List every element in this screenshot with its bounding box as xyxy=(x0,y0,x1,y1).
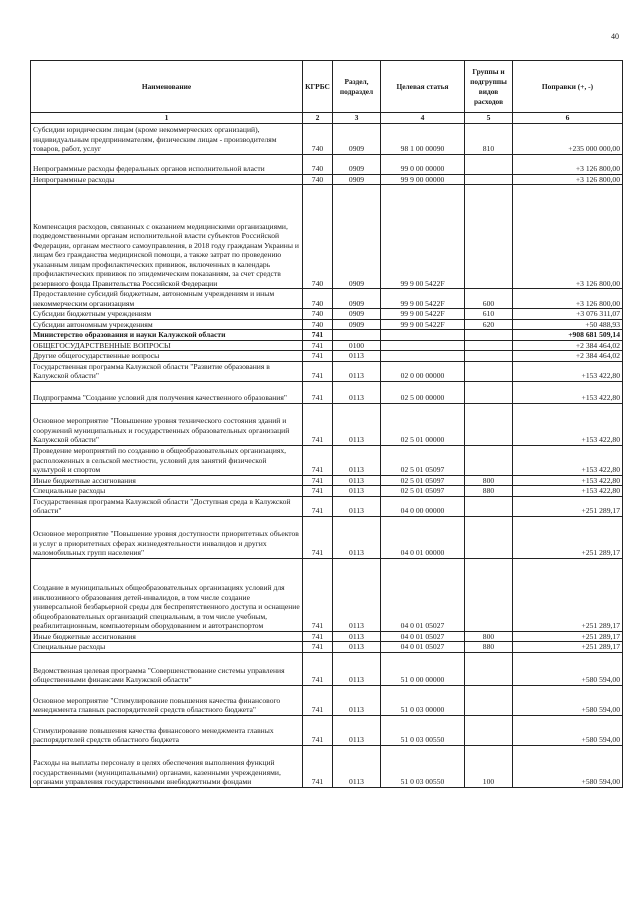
row-kgrbs: 740 xyxy=(303,123,333,154)
row-amount: +3 126 800,00 xyxy=(513,154,623,174)
row-section: 0909 xyxy=(333,185,381,289)
header-row xyxy=(31,61,623,113)
table-row xyxy=(31,475,623,486)
row-group xyxy=(465,403,513,445)
row-amount: +153 422,80 xyxy=(513,381,623,403)
row-group: 800 xyxy=(465,631,513,642)
row-group xyxy=(465,381,513,403)
table-row xyxy=(31,516,623,558)
row-group xyxy=(465,496,513,516)
row-group: 620 xyxy=(465,319,513,330)
row-target: 02 0 00 00000 xyxy=(381,361,465,381)
row-group: 600 xyxy=(465,289,513,309)
row-amount: +3 076 311,07 xyxy=(513,309,623,320)
row-target: 02 5 01 05097 xyxy=(381,475,465,486)
table-row xyxy=(31,289,623,309)
column-number: 6 xyxy=(513,113,623,124)
header-name: Наименование xyxy=(31,61,303,113)
row-name: Специальные расходы xyxy=(31,486,303,497)
row-name: Иные бюджетные ассигнования xyxy=(31,475,303,486)
row-section: 0113 xyxy=(333,496,381,516)
row-amount: +251 289,17 xyxy=(513,496,623,516)
row-kgrbs: 741 xyxy=(303,745,333,787)
row-target: 98 1 00 00090 xyxy=(381,123,465,154)
row-kgrbs: 741 xyxy=(303,631,333,642)
row-name: Другие общегосударственные вопросы xyxy=(31,351,303,362)
row-amount: +50 488,93 xyxy=(513,319,623,330)
row-target: 04 0 01 00000 xyxy=(381,516,465,558)
row-group xyxy=(465,445,513,475)
row-group: 610 xyxy=(465,309,513,320)
row-target xyxy=(381,340,465,351)
row-target: 02 5 01 05097 xyxy=(381,486,465,497)
row-amount: +251 289,17 xyxy=(513,558,623,631)
row-group xyxy=(465,185,513,289)
row-target: 99 9 00 5422F xyxy=(381,289,465,309)
row-amount: +251 289,17 xyxy=(513,642,623,653)
row-group xyxy=(465,558,513,631)
row-target: 99 0 00 00000 xyxy=(381,154,465,174)
row-amount: +153 422,80 xyxy=(513,403,623,445)
row-target: 02 5 00 00000 xyxy=(381,381,465,403)
row-amount: +908 681 509,14 xyxy=(513,330,623,341)
row-kgrbs: 741 xyxy=(303,445,333,475)
column-number: 5 xyxy=(465,113,513,124)
row-name: Государственная программа Калужской области "Доступная среда в Калужской области" xyxy=(31,496,303,516)
row-target xyxy=(381,351,465,362)
row-group xyxy=(465,652,513,685)
header-group: Группы и подгруппы видов расходов xyxy=(465,61,513,113)
row-kgrbs: 741 xyxy=(303,486,333,497)
row-kgrbs: 741 xyxy=(303,403,333,445)
row-kgrbs: 741 xyxy=(303,381,333,403)
row-kgrbs: 741 xyxy=(303,351,333,362)
row-amount: +580 594,00 xyxy=(513,685,623,715)
row-target: 04 0 01 05027 xyxy=(381,631,465,642)
row-kgrbs: 741 xyxy=(303,558,333,631)
row-name: Ведомственная целевая программа "Совершенствование системы управления общественными финансами Калужской области" xyxy=(31,652,303,685)
row-target: 04 0 01 05027 xyxy=(381,642,465,653)
row-section: 0909 xyxy=(333,123,381,154)
table-row xyxy=(31,185,623,289)
row-section: 0113 xyxy=(333,361,381,381)
row-amount: +3 126 800,00 xyxy=(513,185,623,289)
row-group xyxy=(465,340,513,351)
row-amount: +153 422,80 xyxy=(513,475,623,486)
row-group xyxy=(465,715,513,745)
row-amount: +153 422,80 xyxy=(513,486,623,497)
row-kgrbs: 741 xyxy=(303,475,333,486)
table-row xyxy=(31,351,623,362)
row-target xyxy=(381,330,465,341)
row-group: 100 xyxy=(465,745,513,787)
column-number: 2 xyxy=(303,113,333,124)
row-section: 0113 xyxy=(333,642,381,653)
table-row xyxy=(31,361,623,381)
row-group xyxy=(465,154,513,174)
row-target: 99 9 00 00000 xyxy=(381,174,465,185)
row-target: 51 0 00 00000 xyxy=(381,652,465,685)
table-row xyxy=(31,445,623,475)
row-target: 04 0 00 00000 xyxy=(381,496,465,516)
page-number: 40 xyxy=(611,32,619,41)
row-name: Иные бюджетные ассигнования xyxy=(31,631,303,642)
row-group xyxy=(465,516,513,558)
row-section: 0909 xyxy=(333,289,381,309)
row-name: ОБЩЕГОСУДАРСТВЕННЫЕ ВОПРОСЫ xyxy=(31,340,303,351)
row-kgrbs: 740 xyxy=(303,185,333,289)
row-amount: +3 126 800,00 xyxy=(513,174,623,185)
row-section: 0113 xyxy=(333,381,381,403)
table-row xyxy=(31,685,623,715)
row-target: 51 0 03 00550 xyxy=(381,745,465,787)
row-kgrbs: 741 xyxy=(303,496,333,516)
table-row xyxy=(31,154,623,174)
row-section: 0100 xyxy=(333,340,381,351)
row-kgrbs: 741 xyxy=(303,652,333,685)
row-name: Предоставление субсидий бюджетным, автономным учреждениям и иным некоммерческим организациям xyxy=(31,289,303,309)
table-row xyxy=(31,496,623,516)
row-name: Основное мероприятие "Повышение уровня доступности приоритетных объектов и услуг в приоритетных сферах жизнедеятельности инвалидов и других маломобильных групп населения" xyxy=(31,516,303,558)
row-section: 0113 xyxy=(333,445,381,475)
table-row xyxy=(31,486,623,497)
row-kgrbs: 740 xyxy=(303,289,333,309)
table-row xyxy=(31,381,623,403)
row-group: 800 xyxy=(465,475,513,486)
row-section: 0113 xyxy=(333,516,381,558)
table-row xyxy=(31,403,623,445)
row-kgrbs: 741 xyxy=(303,715,333,745)
row-name: Специальные расходы xyxy=(31,642,303,653)
row-name: Стимулирование повышения качества финансового менеджмента главных распорядителей средств областного бюджета xyxy=(31,715,303,745)
column-number-row xyxy=(31,113,623,124)
row-group xyxy=(465,174,513,185)
row-section: 0113 xyxy=(333,403,381,445)
column-number: 4 xyxy=(381,113,465,124)
row-kgrbs: 741 xyxy=(303,642,333,653)
row-section: 0909 xyxy=(333,309,381,320)
row-section: 0113 xyxy=(333,745,381,787)
table-row xyxy=(31,745,623,787)
row-section: 0909 xyxy=(333,174,381,185)
row-amount: +580 594,00 xyxy=(513,715,623,745)
row-amount: +2 384 464,02 xyxy=(513,340,623,351)
row-group xyxy=(465,361,513,381)
row-section xyxy=(333,330,381,341)
header-amendment: Поправки (+, -) xyxy=(513,61,623,113)
budget-table xyxy=(30,60,623,788)
row-target: 04 0 01 05027 xyxy=(381,558,465,631)
row-amount: +3 126 800,00 xyxy=(513,289,623,309)
header-section: Раздел, подраздел xyxy=(333,61,381,113)
row-kgrbs: 741 xyxy=(303,361,333,381)
row-name: Расходы на выплаты персоналу в целях обеспечения выполнения функций государственными (муниципальными) органами, казенными учреждениями, органами управления государственными внебюджетными фондами xyxy=(31,745,303,787)
row-section: 0909 xyxy=(333,319,381,330)
table-row xyxy=(31,319,623,330)
row-target: 51 0 03 00000 xyxy=(381,685,465,715)
row-name: Подпрограмма "Создание условий для получения качественного образования" xyxy=(31,381,303,403)
row-name: Субсидии юридическим лицам (кроме некоммерческих организаций), индивидуальным предпринимателям, физическим лицам - производителям товаров, работ, услуг xyxy=(31,123,303,154)
row-group: 810 xyxy=(465,123,513,154)
table-row xyxy=(31,309,623,320)
row-section: 0113 xyxy=(333,475,381,486)
header-kgrbs: КГРБС xyxy=(303,61,333,113)
row-name: Компенсация расходов, связанных с оказанием медицинскими организациями, подведомственными органам исполнительной власти субъектов Российской Федерации, органам местного самоуправления, в 2018 году гражданам Украины и лицам без гражданства медицинской помощи, а также затрат по проведению указанным лицам профилактических прививок, включенных в календарь профилактических прививок по эпидемическим показаниям, за счет средств резервного фонда Правительства Российской Федерации xyxy=(31,185,303,289)
table-row xyxy=(31,123,623,154)
row-section: 0113 xyxy=(333,351,381,362)
header-target: Целевая статья xyxy=(381,61,465,113)
row-name: Непрограммные расходы xyxy=(31,174,303,185)
row-name: Создание в муниципальных общеобразовательных организациях условий для инклюзивного образования детей-инвалидов, в том числе создание универсальной безбарьерной среды для беспрепятственного доступа и оснащение общеобразовательных организаций специальным, в том числе учебным, реабилитационным, компьютерным оборудованием и автотранспортом xyxy=(31,558,303,631)
row-name: Государственная программа Калужской области "Развитие образования в Калужской области" xyxy=(31,361,303,381)
row-kgrbs: 741 xyxy=(303,330,333,341)
table-row xyxy=(31,174,623,185)
row-section: 0113 xyxy=(333,558,381,631)
row-group xyxy=(465,685,513,715)
row-amount: +251 289,17 xyxy=(513,516,623,558)
table-row xyxy=(31,558,623,631)
row-section: 0113 xyxy=(333,685,381,715)
row-amount: +153 422,80 xyxy=(513,361,623,381)
row-section: 0909 xyxy=(333,154,381,174)
column-number: 3 xyxy=(333,113,381,124)
row-group: 880 xyxy=(465,642,513,653)
row-kgrbs: 740 xyxy=(303,309,333,320)
row-amount: +580 594,00 xyxy=(513,745,623,787)
row-name: Непрограммные расходы федеральных органов исполнительной власти xyxy=(31,154,303,174)
column-number: 1 xyxy=(31,113,303,124)
row-name: Проведение мероприятий по созданию в общеобразовательных организациях, расположенных в сельской местности, условий для занятий физической культурой и спортом xyxy=(31,445,303,475)
table-row xyxy=(31,330,623,341)
row-target: 02 5 01 00000 xyxy=(381,403,465,445)
row-amount: +580 594,00 xyxy=(513,652,623,685)
row-section: 0113 xyxy=(333,631,381,642)
row-kgrbs: 741 xyxy=(303,340,333,351)
row-target: 99 9 00 5422F xyxy=(381,309,465,320)
row-group xyxy=(465,351,513,362)
table-row xyxy=(31,340,623,351)
row-amount: +251 289,17 xyxy=(513,631,623,642)
row-name: Субсидии бюджетным учреждениям xyxy=(31,309,303,320)
row-target: 99 9 00 5422F xyxy=(381,185,465,289)
row-group xyxy=(465,330,513,341)
row-kgrbs: 741 xyxy=(303,685,333,715)
table-row xyxy=(31,652,623,685)
row-kgrbs: 741 xyxy=(303,516,333,558)
row-amount: +153 422,80 xyxy=(513,445,623,475)
table-body xyxy=(31,123,623,787)
row-name: Субсидии автономным учреждениям xyxy=(31,319,303,330)
row-target: 02 5 01 05097 xyxy=(381,445,465,475)
table-row xyxy=(31,642,623,653)
table-row xyxy=(31,631,623,642)
row-name: Министерство образования и науки Калужской области xyxy=(31,330,303,341)
row-target: 51 0 03 00550 xyxy=(381,715,465,745)
row-amount: +2 384 464,02 xyxy=(513,351,623,362)
row-group: 880 xyxy=(465,486,513,497)
row-name: Основное мероприятие "Повышение уровня технического состояния зданий и сооружений муниципальных и государственных образовательных организаций Калужской области" xyxy=(31,403,303,445)
row-kgrbs: 740 xyxy=(303,174,333,185)
row-target: 99 9 00 5422F xyxy=(381,319,465,330)
table-row xyxy=(31,715,623,745)
row-kgrbs: 740 xyxy=(303,154,333,174)
row-section: 0113 xyxy=(333,652,381,685)
row-name: Основное мероприятие "Стимулирование повышения качества финансового менеджмента главных распорядителей средств областного бюджета" xyxy=(31,685,303,715)
row-kgrbs: 740 xyxy=(303,319,333,330)
row-amount: +235 000 000,00 xyxy=(513,123,623,154)
row-section: 0113 xyxy=(333,715,381,745)
row-section: 0113 xyxy=(333,486,381,497)
